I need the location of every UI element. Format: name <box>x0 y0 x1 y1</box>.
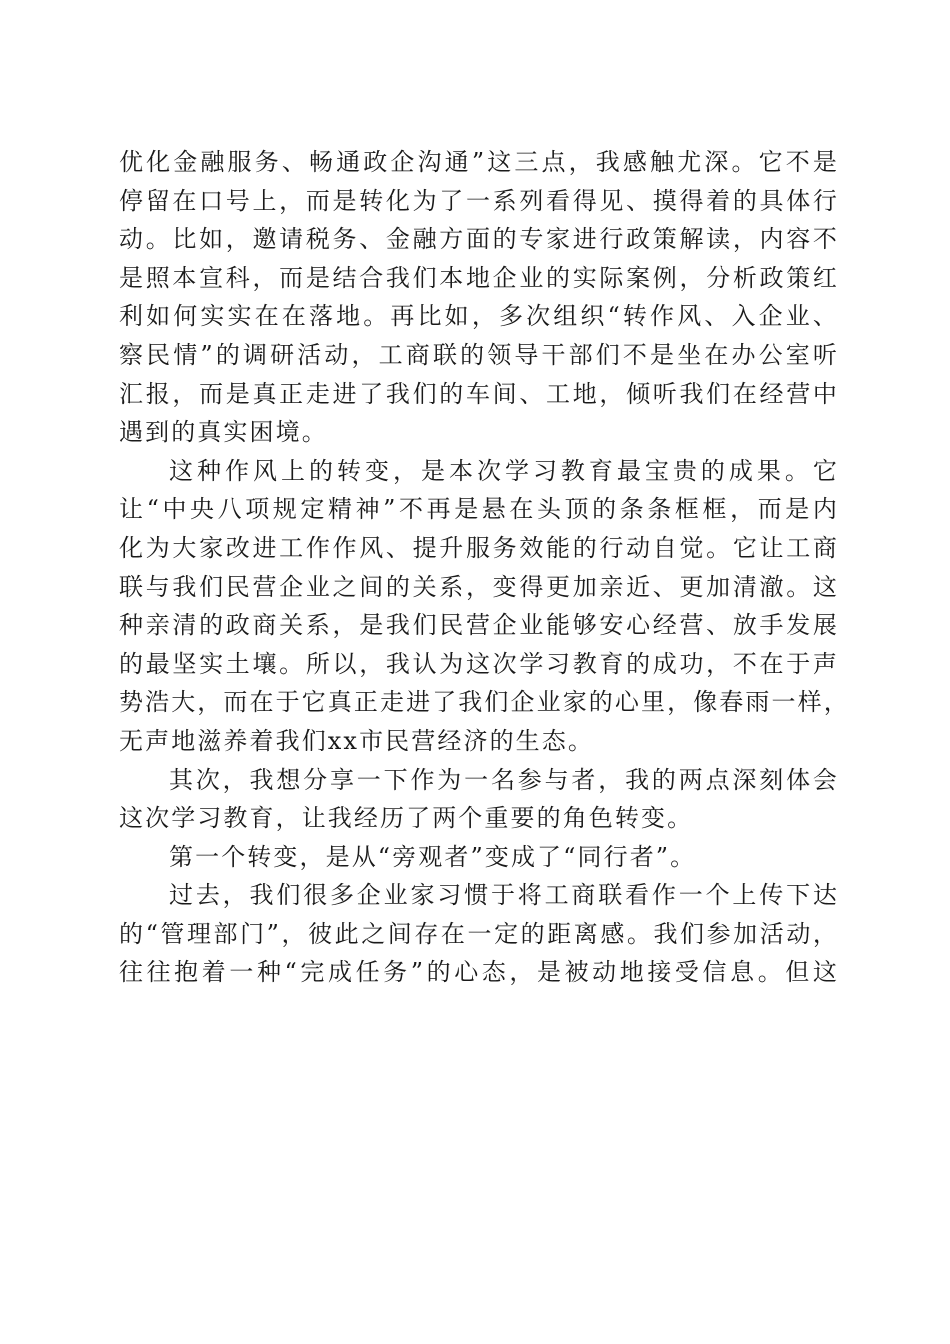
text-line: 这次学习教育，让我经历了两个重要的角色转变。 <box>119 804 694 833</box>
paragraph-1 <box>119 143 839 452</box>
document-body <box>119 143 850 992</box>
paragraph-5 <box>119 876 839 992</box>
text-line: 的最坚实土壤。所以，我认为这次学习教育的成功，不在于声 <box>119 649 839 678</box>
text-line: 是照本宣科，而是结合我们本地企业的实际案例，分析政策红 <box>119 263 839 292</box>
text-line: 这种作风上的转变，是本次学习教育最宝贵的成果。它 <box>169 456 839 485</box>
text-line: 动。比如，邀请税务、金融方面的专家进行政策解读，内容不 <box>119 225 839 254</box>
text-line: 其次，我想分享一下作为一名参与者，我的两点深刻体会 <box>169 765 839 794</box>
text-line: 停留在口号上，而是转化为了一系列看得见、摸得着的具体行 <box>119 186 839 215</box>
text-line: 察民情”的调研活动，工商联的领导干部们不是坐在办公室听 <box>119 340 839 369</box>
text-line: 利如何实实在在落地。再比如，多次组织“转作风、入企业、 <box>119 302 839 331</box>
text-line: 往往抱着一种“完成任务”的心态，是被动地接受信息。但这 <box>119 958 839 987</box>
paragraph-3 <box>119 761 839 838</box>
paragraph-4 <box>119 838 839 877</box>
text-line: 化为大家改进工作作风、提升服务效能的行动自觉。它让工商 <box>119 533 839 562</box>
paragraph-2 <box>119 452 850 761</box>
text-line: 势浩大，而在于它真正走进了我们企业家的心里，像春雨一样， <box>119 688 850 717</box>
text-line: 联与我们民营企业之间的关系，变得更加亲近、更加清澈。这 <box>119 572 839 601</box>
text-line: 汇报，而是真正走进了我们的车间、工地，倾听我们在经营中 <box>119 379 839 408</box>
text-line: 的“管理部门”，彼此之间存在一定的距离感。我们参加活动， <box>119 919 839 948</box>
text-line: 第一个转变，是从“旁观者”变成了“同行者”。 <box>169 842 697 871</box>
text-line: 过去，我们很多企业家习惯于将工商联看作一个上传下达 <box>169 881 839 910</box>
text-line: 种亲清的政商关系，是我们民营企业能够安心经营、放手发展 <box>119 611 839 640</box>
text-line: 优化金融服务、畅通政企沟通”这三点，我感触尤深。它不是 <box>119 148 839 176</box>
text-line: 遇到的真实困境。 <box>119 418 328 447</box>
text-line: 无声地滋养着我们xx市民营经济的生态。 <box>119 726 594 755</box>
text-line: 让“中央八项规定精神”不再是悬在头顶的条条框框，而是内 <box>119 495 839 524</box>
